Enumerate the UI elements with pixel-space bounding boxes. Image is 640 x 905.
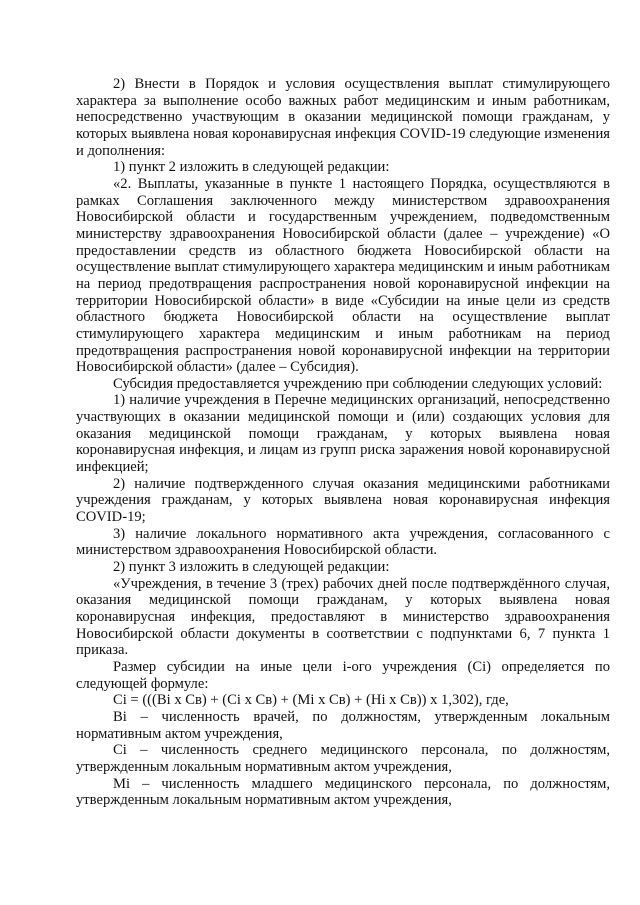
paragraph-subsidy-size: Размер субсидии на иные цели i-ого учреждения (Ci) определяется по следующей формуле:	[76, 658, 610, 692]
paragraph-condition-2: 2) наличие подтвержденного случая оказания медицинскими работниками учреждения гражданам, у которых выявлена новая коронавирусная инфекция COVID-19;	[76, 475, 610, 526]
paragraph-item-2-amendments: 2) Внести в Порядок и условия осуществления выплат стимулирующего характера за выполнение особо важных работ медицинским и иным работникам, непосредственно участвующим в оказании медицинской помощи гражданам, у которых выявлена новая коронавирусная инфекция COVID-19 следующие изменения и дополнения:	[76, 76, 610, 159]
paragraph-definition-bi: Bi – численность врачей, по должностям, утвержденным локальным нормативным актом учреждения,	[76, 708, 610, 742]
paragraph-point-3-text: «Учреждения, в течение 3 (трех) рабочих дней после подтверждённого случая, оказания медицинской помощи гражданам, у которых выявлена новая коронавирусная инфекция, предоставляют в министерство здравоохранения Новосибирской области документы в соответствии с подпунктами 6, 7 пункта 1 приказа.	[76, 575, 610, 659]
paragraph-definition-mi: Mi – численность младшего медицинского персонала, по должностям, утвержденным локальным нормативным актом учреждения,	[76, 775, 610, 809]
paragraph-subitem-2-point-3: 2) пункт 3 изложить в следующей редакции:	[113, 559, 390, 576]
paragraph-subsidy-conditions: Субсидия предоставляется учреждению при соблюдении следующих условий:	[113, 375, 603, 392]
paragraph-definition-ci: Ci – численность среднего медицинского персонала, по должностям, утвержденным локальным нормативным актом учреждения,	[76, 742, 610, 775]
paragraph-formula: Ci = (((Bi x Св) + (Ci x Св) + (Mi x Св) + (Hi x Св)) x 1,302), где,	[113, 692, 509, 709]
document-body	[76, 76, 610, 809]
paragraph-point-2-text: «2. Выплаты, указанные в пункте 1 настоящего Порядка, осуществляются в рамках Соглашения заключенного между министерством здравоохранения Новосибирской области и государственным учреждением, подведомственным министерству здравоохранения Новосибирской области (далее – учреждение) «О предоставлении средств из областного бюджета Новосибирской области на осуществление выплат стимулирующего характера медицинским и иным работникам на период предотвращения распространения новой коронавирусной инфекции на территории Новосибирской области» в виде «Субсидии на иные цели из средств областного бюджета Новосибирской области на осуществление выплат стимулирующего характера медицинским и иным работникам на период предотвращения распространения новой коронавирусной инфекции на территории Новосибирской области» (далее – Субсидия).	[76, 175, 610, 376]
paragraph-condition-1: 1) наличие учреждения в Перечне медицинских организаций, непосредственно участвующих в оказании медицинской помощи и (или) создающих условия для оказания медицинской помощи гражданам, у которых выявлена новая коронавирусная инфекция, и лицам из групп риска заражения новой коронавирусной инфекцией;	[76, 392, 610, 476]
paragraph-subitem-1-point-2: 1) пункт 2 изложить в следующей редакции:	[113, 159, 390, 176]
paragraph-condition-3: 3) наличие локального нормативного акта учреждения, согласованного с министерством здравоохранения Новосибирской области.	[76, 525, 610, 559]
